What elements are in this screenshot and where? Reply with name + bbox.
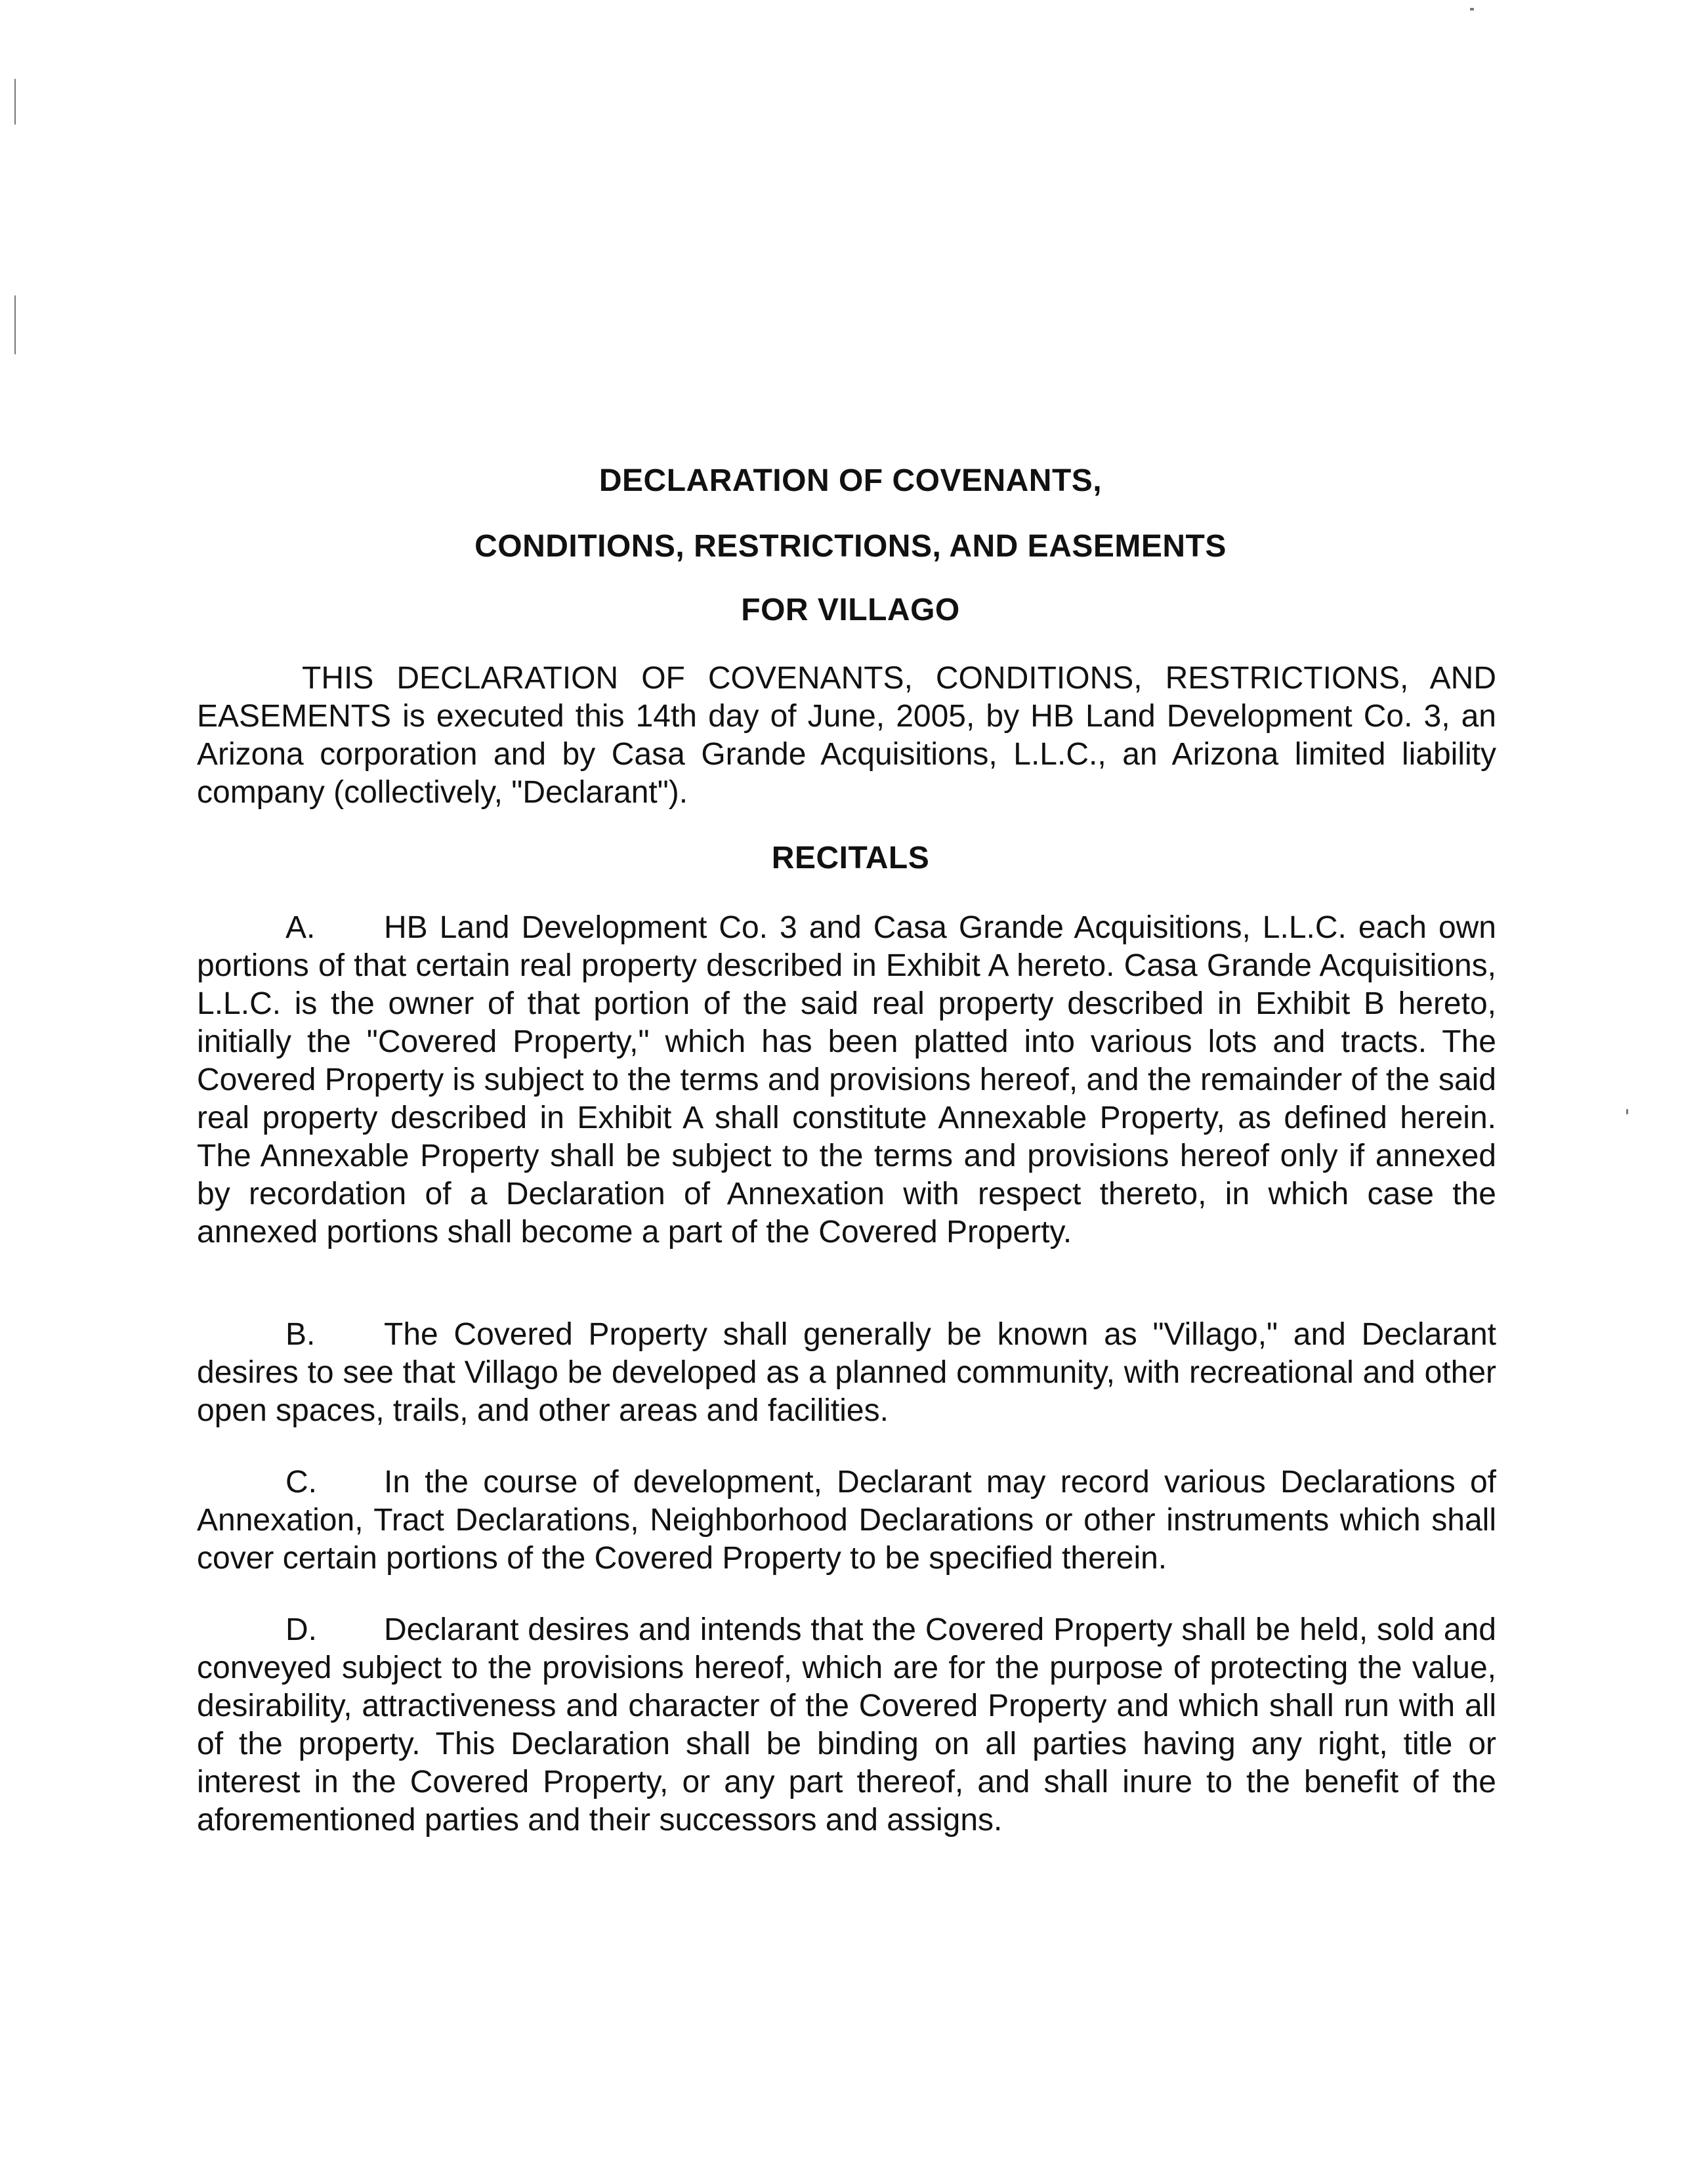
title-line-2: CONDITIONS, RESTRICTIONS, AND EASEMENTS (474, 529, 1227, 564)
recital-label: B. (285, 1317, 316, 1352)
recital-b (197, 1316, 1496, 1430)
scan-mark (14, 295, 16, 354)
recital-text: Declarant desires and intends that the Covered Property shall be held, sold and conveyed subject to the provisions hereof, which are for the purpose of protecting the value, desirability, attractiveness and character of the Covered Property and which shall run with all of the property. This Declaration shall be binding on all parties having any right, title or interest in the Covered Property, or any part thereof, and shall inure to the benefit of the aforementioned parties and their successors and assigns. (197, 1612, 1496, 1838)
recital-label: D. (285, 1612, 317, 1647)
recital-text: HB Land Development Co. 3 and Casa Grande Acquisitions, L.L.C. each own portions of that certain real property described in Exhibit A hereto. Casa Grande Acquisitions, L.L.C. is the owner of that portion of the said real property described in Exhibit B hereto, initially the "Covered Property," which has been platted into various lots and tracts. The Covered Property is subject to the terms and provisions hereof, and the remainder of the said real property described in Exhibit A shall constitute Annexable Property, as defined herein. The Annexable Property shall be subject to the terms and provisions hereof only if annexed by recordation of a Declaration of Annexation with respect thereto, in which case the annexed portions shall become a part of the Covered Property. (197, 910, 1496, 1250)
recital-text: The Covered Property shall generally be known as "Villago," and Declarant desires to see that Villago be developed as a planned community, with recreational and other open spaces, trails, and other areas and facilities. (197, 1317, 1496, 1428)
scan-mark (14, 79, 16, 125)
title-line-1: DECLARATION OF COVENANTS, (598, 463, 1102, 498)
recitals-heading: RECITALS (771, 841, 930, 875)
intro-paragraph (197, 660, 1496, 812)
recital-label: A. (285, 910, 316, 945)
title-line-3: FOR VILLAGO (741, 593, 960, 627)
scan-mark (1470, 8, 1474, 10)
recital-c (197, 1463, 1496, 1578)
recital-d (197, 1611, 1496, 1839)
intro-text: THIS DECLARATION OF COVENANTS, CONDITIONS, RESTRICTIONS, AND EASEMENTS is executed this 14th day of June, 2005, by HB Land Development Co. 3, an Arizona corporation and by Casa Grande Acquisitions, L.L.C., an Arizona limited liability company (collectively, "Declarant"). (197, 661, 1496, 810)
recital-label: C. (285, 1465, 317, 1500)
scan-mark (1626, 1109, 1628, 1114)
recital-a (197, 909, 1496, 1251)
recital-text: In the course of development, Declarant may record various Declarations of Annexation, Tract Declarations, Neighborhood Declarations or other instruments which shall cover certain portions of the Covered Property to be specified therein. (197, 1465, 1496, 1576)
